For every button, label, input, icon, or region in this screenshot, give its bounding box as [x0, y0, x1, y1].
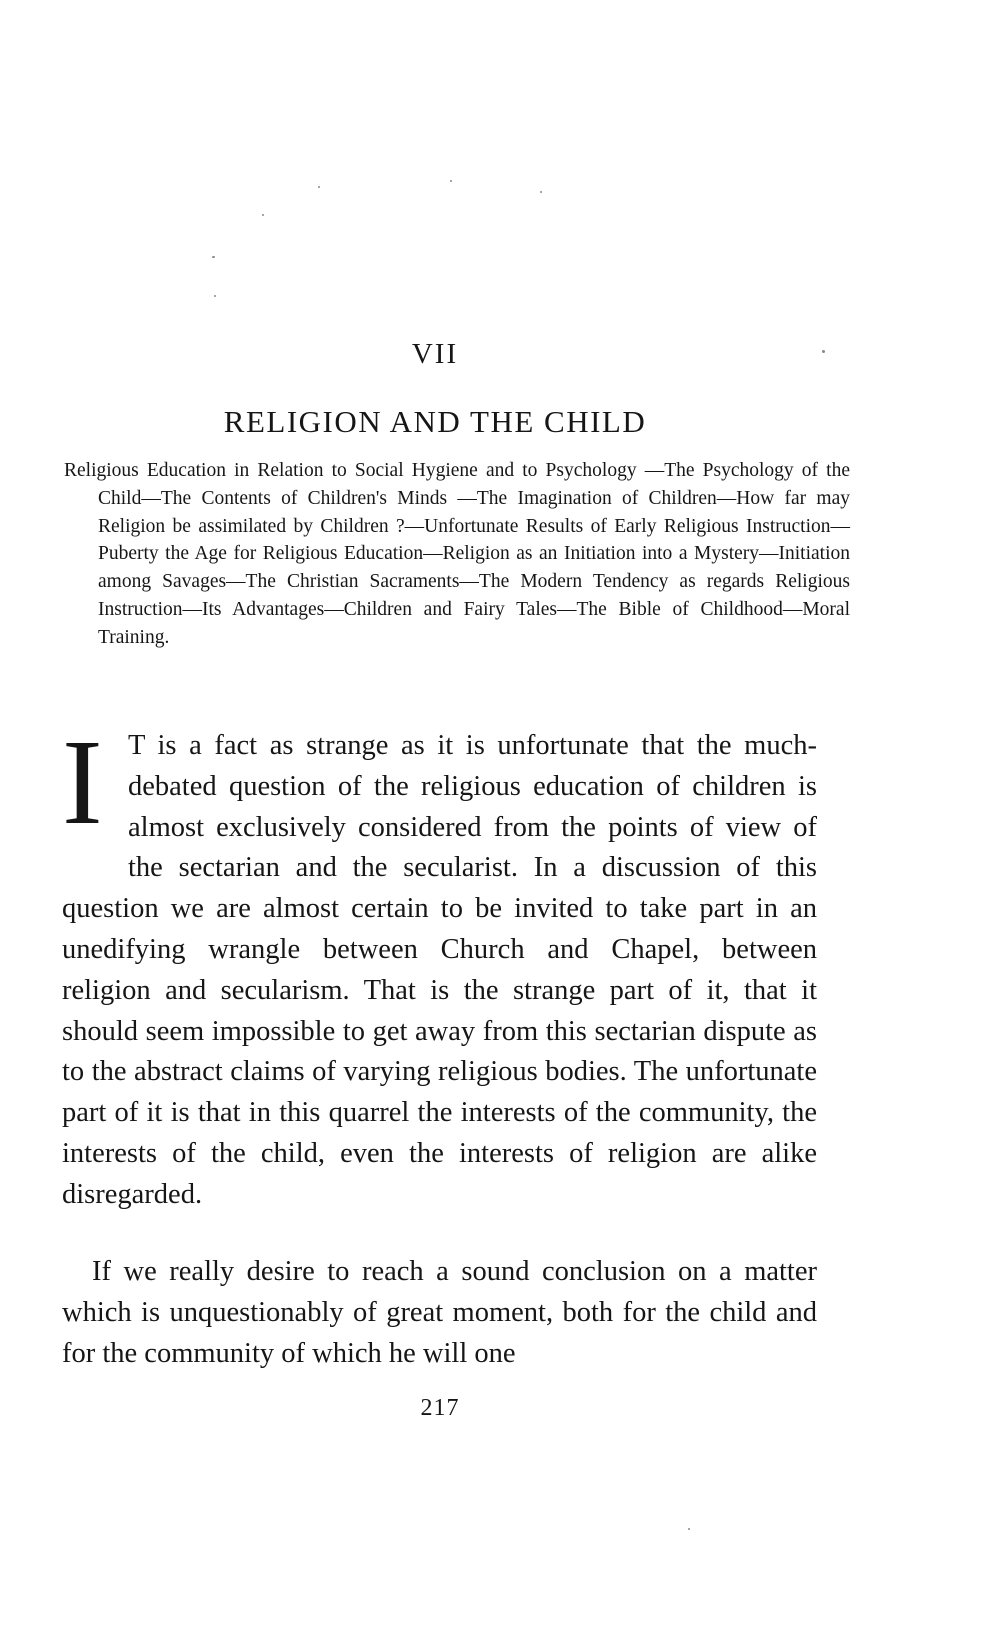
print-speck: [262, 214, 264, 216]
page-number: 217: [420, 1395, 460, 1421]
chapter-number: VII: [411, 338, 459, 370]
drop-cap: I: [62, 715, 103, 850]
print-speck: [318, 186, 320, 188]
paragraph-1-text: T is a fact as strange as it is unfortunate that the much-debated question of the religious education of children is almost exclusively considered from the points of view of the sectarian and the secularist. In a discussion of this question we are almost certain to be invited to take part in an unedifying wrangle between Church and Chapel, between religion and secularism. That is the strange part of it, that it should seem impossible to get away from this sectarian dispute as to the abstract claims of varying religious bodies. The unfortunate part of it is that in this quarrel the interests of the community, the interests of the child, even the interests of religion are alike disregarded.: [62, 730, 817, 1210]
chapter-synopsis: Religious Education in Relation to Social Hygiene and to Psychology —The Psychology of the Child—The Contents of Children's Minds —The Imagination of Children—How far may Religion be assimilated by Children ?—Unfortunate Results of Early Religious Instruction—Puberty the Age for Religious Education—Religion as an Initiation into a Mystery—Initiation among Savages—The Christian Sacraments—The Modern Tendency as regards Religious Instruction—Its Advantages—Children and Fairy Tales—The Bible of Childhood—Moral Training.: [64, 460, 850, 648]
print-speck: [688, 1528, 690, 1530]
print-speck: [540, 191, 542, 193]
print-speck: [450, 180, 452, 182]
body-paragraph-2: If we really desire to reach a sound conclusion on a matter which is unquestionably of great moment, both for the child and for the community of which he will one: [62, 1256, 817, 1369]
print-speck: [214, 295, 216, 297]
print-speck: [212, 256, 215, 258]
body-paragraph-1: [62, 715, 817, 1216]
chapter-title: RELIGION AND THE CHILD: [223, 404, 647, 439]
